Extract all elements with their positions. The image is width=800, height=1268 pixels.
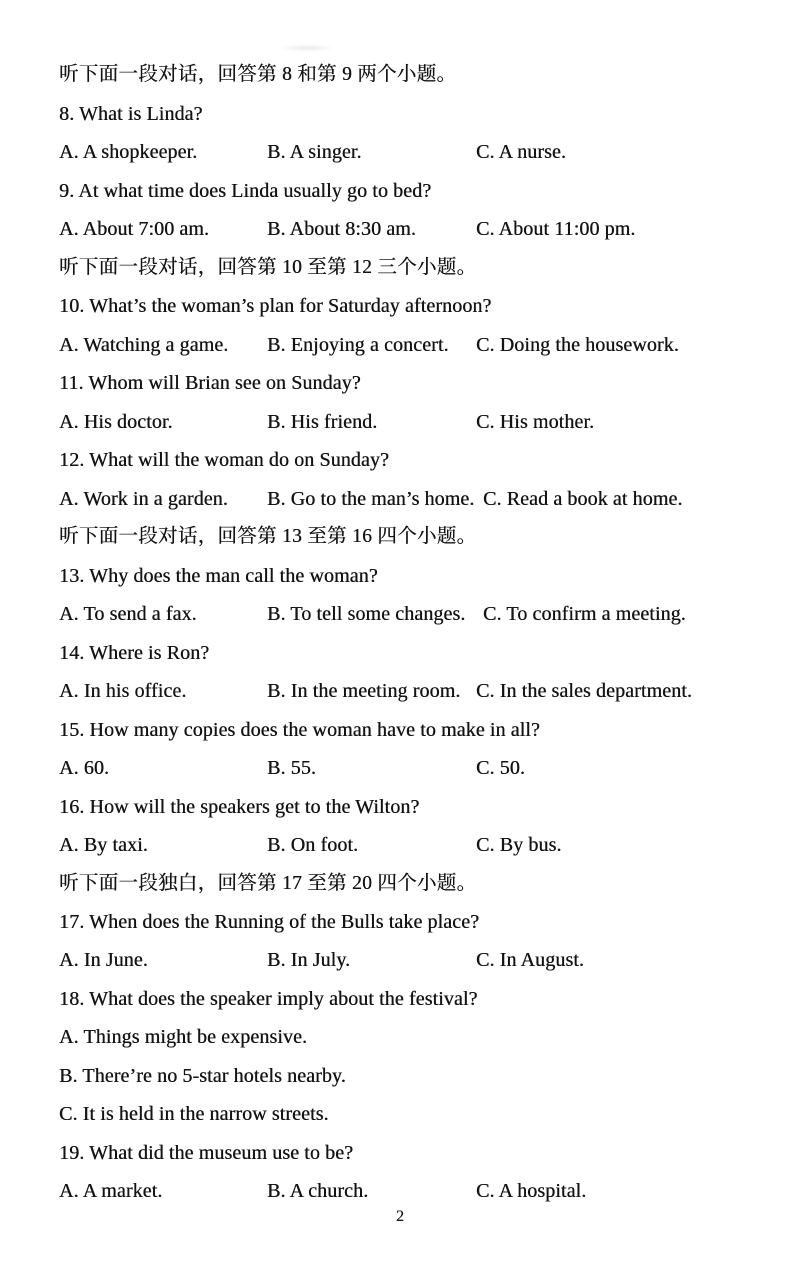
option-10-b: B. Enjoying a concert. bbox=[267, 334, 449, 356]
option-10-a: A. Watching a game. bbox=[59, 334, 229, 356]
option-19-b: B. A church. bbox=[267, 1180, 369, 1202]
question-15: 15. How many copies does the woman have to make in all? bbox=[59, 719, 540, 741]
option-8-b: B. A singer. bbox=[267, 141, 362, 163]
option-9-c: C. About 11:00 pm. bbox=[476, 218, 636, 240]
option-11-a: A. His doctor. bbox=[59, 411, 173, 433]
option-15-b: B. 55. bbox=[267, 757, 316, 779]
section-4-instruction: 听下面一段独白，回答第 17 至第 20 四个小题。 bbox=[59, 873, 477, 894]
option-12-a: A. Work in a garden. bbox=[59, 488, 228, 510]
option-8-c: C. A nurse. bbox=[476, 141, 566, 163]
option-18-a: A. Things might be expensive. bbox=[59, 1026, 308, 1048]
option-16-a: A. By taxi. bbox=[59, 834, 148, 856]
option-9-a: A. About 7:00 am. bbox=[59, 218, 210, 240]
option-14-c: C. In the sales department. bbox=[476, 680, 692, 702]
option-13-b: B. To tell some changes. bbox=[267, 603, 466, 625]
option-15-c: C. 50. bbox=[476, 757, 525, 779]
option-12-c: C. Read a book at home. bbox=[483, 488, 683, 510]
option-14-b: B. In the meeting room. bbox=[267, 680, 461, 702]
option-18-b: B. There’re no 5-star hotels nearby. bbox=[59, 1065, 346, 1087]
option-10-c: C. Doing the housework. bbox=[476, 334, 679, 356]
option-11-b: B. His friend. bbox=[267, 411, 378, 433]
option-16-c: C. By bus. bbox=[476, 834, 562, 856]
page-number: 2 bbox=[395, 1208, 405, 1225]
section-1-instruction: 听下面一段对话，回答第 8 和第 9 两个小题。 bbox=[59, 64, 457, 85]
option-16-b: B. On foot. bbox=[267, 834, 359, 856]
option-15-a: A. 60. bbox=[59, 757, 110, 779]
option-17-a: A. In June. bbox=[59, 949, 148, 971]
option-19-a: A. A market. bbox=[59, 1180, 163, 1202]
scan-artifact bbox=[278, 45, 336, 51]
option-8-a: A. A shopkeeper. bbox=[59, 141, 198, 163]
option-13-c: C. To confirm a meeting. bbox=[483, 603, 686, 625]
question-17: 17. When does the Running of the Bulls take place? bbox=[59, 911, 480, 933]
option-14-a: A. In his office. bbox=[59, 680, 187, 702]
question-14: 14. Where is Ron? bbox=[59, 642, 210, 664]
option-11-c: C. His mother. bbox=[476, 411, 595, 433]
question-13: 13. Why does the man call the woman? bbox=[59, 565, 378, 587]
question-9: 9. At what time does Linda usually go to bed? bbox=[59, 180, 432, 202]
question-12: 12. What will the woman do on Sunday? bbox=[59, 449, 389, 471]
section-3-instruction: 听下面一段对话，回答第 13 至第 16 四个小题。 bbox=[59, 526, 477, 547]
question-19: 19. What did the museum use to be? bbox=[59, 1142, 354, 1164]
option-13-a: A. To send a fax. bbox=[59, 603, 197, 625]
question-16: 16. How will the speakers get to the Wilton? bbox=[59, 796, 420, 818]
option-12-b: B. Go to the man’s home. bbox=[267, 488, 475, 510]
question-10: 10. What’s the woman’s plan for Saturday afternoon? bbox=[59, 295, 492, 317]
question-11: 11. Whom will Brian see on Sunday? bbox=[59, 372, 361, 394]
option-9-b: B. About 8:30 am. bbox=[267, 218, 416, 240]
question-18: 18. What does the speaker imply about the festival? bbox=[59, 988, 478, 1010]
option-17-b: B. In July. bbox=[267, 949, 351, 971]
question-8: 8. What is Linda? bbox=[59, 103, 203, 125]
option-18-c: C. It is held in the narrow streets. bbox=[59, 1103, 329, 1125]
option-19-c: C. A hospital. bbox=[476, 1180, 587, 1202]
option-17-c: C. In August. bbox=[476, 949, 584, 971]
section-2-instruction: 听下面一段对话，回答第 10 至第 12 三个小题。 bbox=[59, 257, 477, 278]
